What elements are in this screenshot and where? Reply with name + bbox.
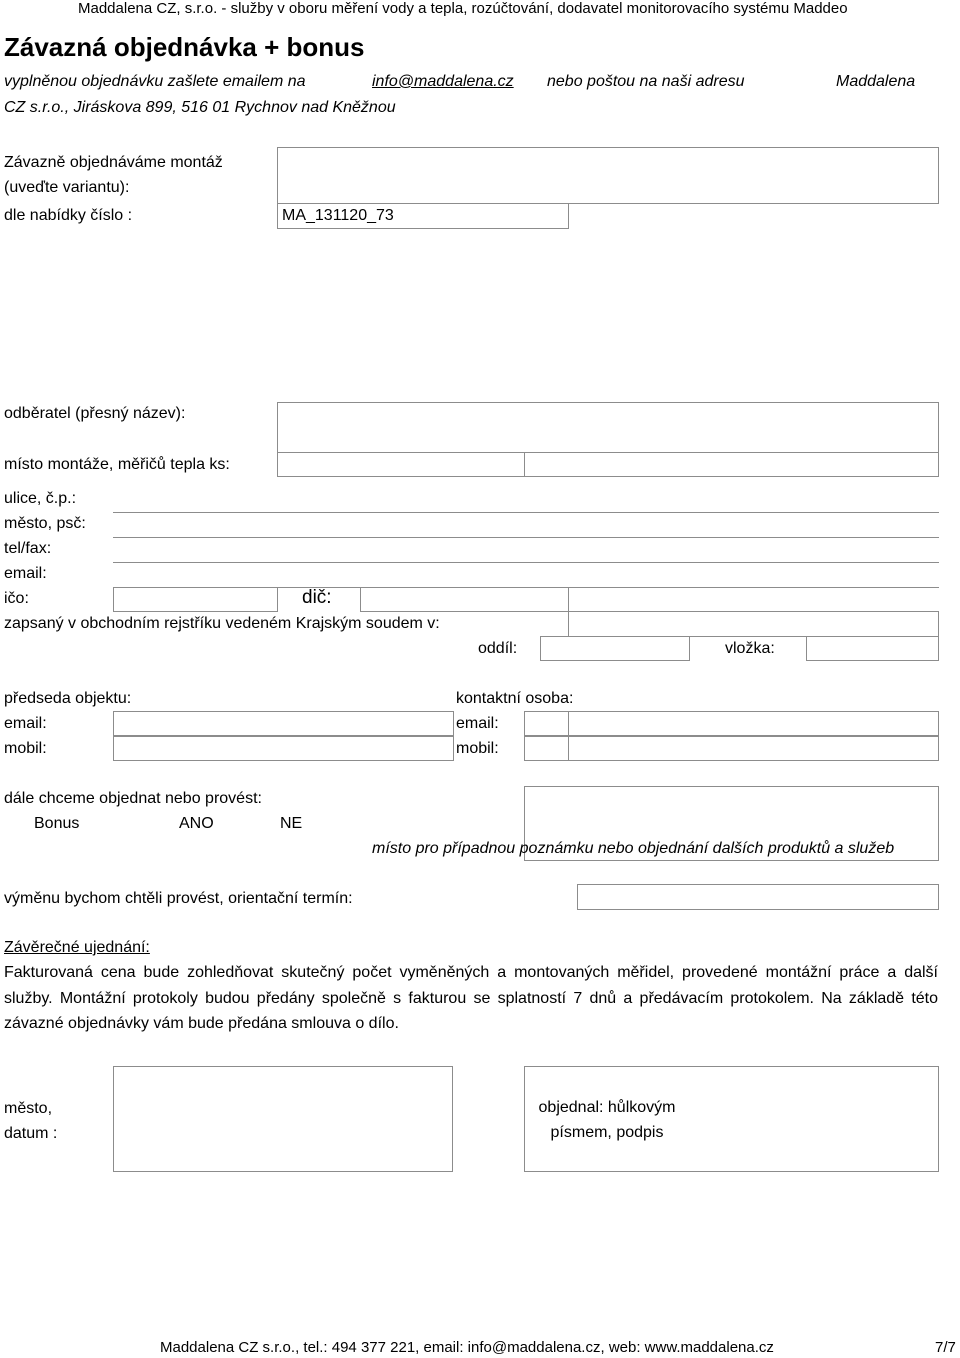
sign-label-1: objednal: hůlkovým	[538, 1099, 676, 1116]
city-label: město, psč:	[4, 515, 86, 532]
place-date-field[interactable]	[113, 1066, 453, 1172]
install-label-2: (uveďte variantu):	[4, 179, 130, 196]
chair-email-label: email:	[4, 715, 47, 732]
contact-email-field[interactable]	[524, 711, 939, 736]
divider	[568, 711, 569, 736]
street-label: ulice, č.p.:	[4, 490, 77, 507]
meter-count-field[interactable]	[524, 452, 939, 477]
instruction-company: Maddalena	[836, 73, 916, 90]
contact-mobile-label: mobil:	[456, 740, 499, 757]
city-field-line[interactable]	[113, 537, 939, 538]
chair-email-field[interactable]	[113, 711, 454, 736]
divider	[568, 587, 939, 588]
chair-mobile-label: mobil:	[4, 740, 47, 757]
header-top-line: Maddalena CZ, s.r.o. - služby v oboru měření vody a tepla, rozúčtování, dodavatel monitorovacího systému Maddeo	[78, 0, 848, 17]
email-label: email:	[4, 565, 47, 582]
insert-label: vložka:	[725, 640, 775, 657]
chair-label: předseda objektu:	[4, 690, 132, 707]
ico-field[interactable]	[113, 587, 278, 612]
contact-mobile-field[interactable]	[524, 736, 939, 761]
offer-number-label: dle nabídky číslo :	[4, 207, 133, 224]
footer-contact: Maddalena CZ s.r.o., tel.: 494 377 221, email: info@maddalena.cz, web: www.maddalena.cz	[160, 1339, 774, 1356]
place-label-2: datum :	[4, 1125, 58, 1142]
bonus-label: Bonus	[34, 815, 80, 832]
offer-number-value: MA_131120_73	[282, 207, 394, 224]
instruction-middle: nebo poštou na naši adresu	[547, 73, 745, 90]
customer-name-label: odběratel (přesný název):	[4, 405, 186, 422]
insert-field[interactable]	[806, 636, 939, 661]
install-label-1: Závazně objednáváme montáž	[4, 154, 223, 171]
sign-label-2: písmem, podpis	[550, 1124, 664, 1141]
divider	[568, 736, 569, 761]
registry-court-field[interactable]	[568, 611, 939, 637]
phone-label: tel/fax:	[4, 540, 52, 557]
phone-field-line[interactable]	[113, 562, 939, 563]
contact-email-label: email:	[456, 715, 499, 732]
street-field-line[interactable]	[113, 512, 939, 513]
exchange-label: výměnu bychom chtěli provést, orientační termín:	[4, 890, 353, 907]
address-line: CZ s.r.o., Jiráskova 899, 516 01 Rychnov nad Kněžnou	[4, 99, 396, 116]
install-site-label: místo montáže, měřičů tepla ks:	[4, 456, 230, 473]
chair-mobile-field[interactable]	[113, 736, 454, 761]
page-number: 7/7	[935, 1339, 956, 1356]
install-variant-field[interactable]	[277, 147, 939, 204]
exchange-date-field[interactable]	[577, 884, 939, 910]
ico-label: ičo:	[4, 590, 29, 607]
instruction-email-link[interactable]: info@maddalena.cz	[372, 73, 514, 90]
install-site-field[interactable]	[277, 452, 525, 477]
registry-label: zapsaný v obchodním rejstříku vedeném Krajským soudem v:	[4, 615, 440, 632]
page-title: Závazná objednávka + bonus	[4, 32, 365, 62]
signature-field[interactable]	[524, 1066, 939, 1172]
bonus-no-option[interactable]: NE	[280, 815, 303, 832]
final-heading: Závěrečné ujednání:	[4, 939, 150, 956]
place-label-1: město,	[4, 1100, 53, 1117]
dic-label: dič:	[302, 587, 332, 608]
customer-name-field[interactable]	[277, 402, 939, 453]
dic-field[interactable]	[360, 587, 569, 612]
final-text: Fakturovaná cena bude zohledňovat skutečný počet vyměněných a montovaných měřidel, provedené montážní práce a další služby. Montážní protokoly budou předány společně s fakturou se splatností 7 dnů a předávacím protokolem. Na základě této závazné objednávky vám bude předána smlouva o dílo.	[4, 964, 938, 1032]
note-caption: místo pro případnou poznámku nebo objednání dalších produktů a služeb	[372, 840, 895, 857]
bonus-yes-option[interactable]: ANO	[179, 815, 214, 832]
contact-person-label: kontaktní osoba:	[456, 690, 574, 707]
extras-label: dále chceme objednat nebo provést:	[4, 790, 262, 807]
section-field[interactable]	[540, 636, 690, 661]
instruction-prefix: vyplněnou objednávku zašlete emailem na	[4, 73, 306, 90]
section-label: oddíl:	[478, 640, 518, 657]
